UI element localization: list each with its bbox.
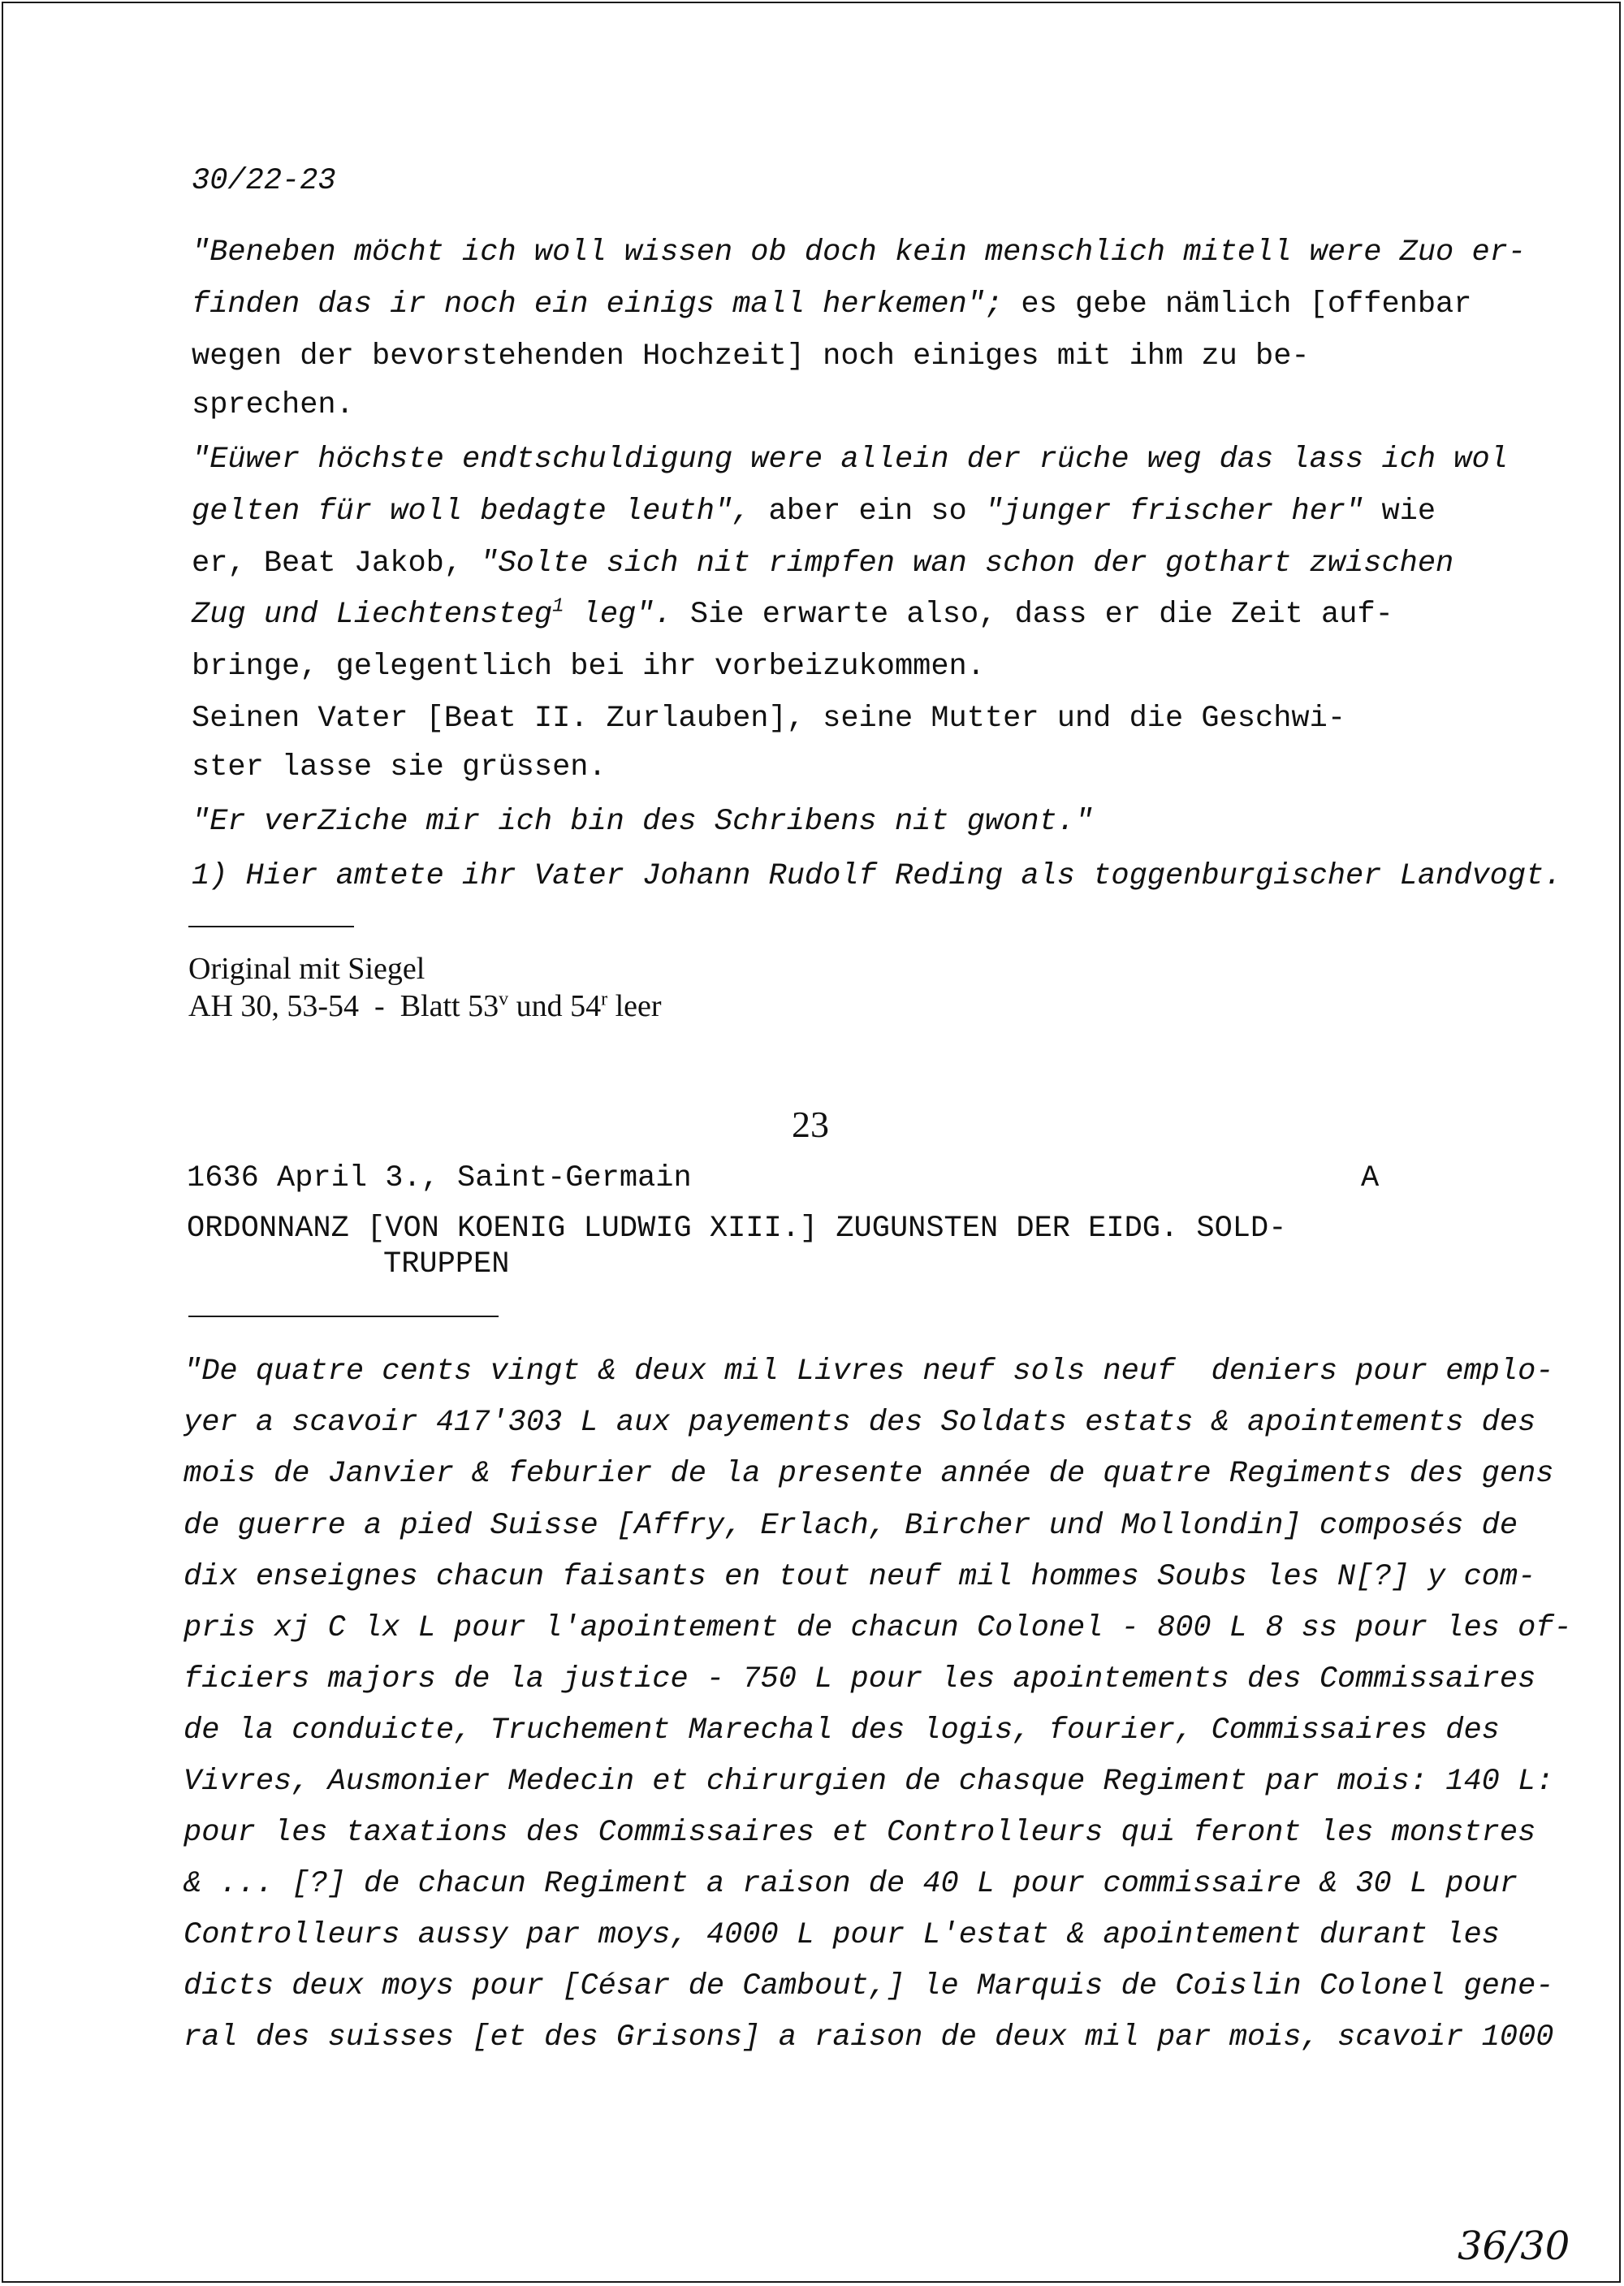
text-run: Zug und Liechtensteg — [192, 598, 553, 632]
footnote-divider — [188, 926, 354, 927]
text-run: es gebe nämlich [offenbar — [1003, 287, 1472, 322]
entry-title: ORDONNANZ [VON KOENIG LUDWIG XIII.] ZUGUNSTEN DER EIDG. SOLD- — [187, 1212, 1287, 1246]
body-line: Controlleurs aussy par moys, 4000 L pour L'estat & apointement durant les — [184, 1918, 1500, 1952]
entry-number: 23 — [792, 1104, 829, 1145]
body-line: mois de Janvier & feburier de la presente année de quatre Regiments des gens — [184, 1457, 1554, 1491]
text-run: "junger frischer her" — [984, 495, 1364, 529]
text-run: sprechen. — [192, 388, 354, 422]
text-run: bringe, gelegentlich bei ihr vorbeizukommen. — [192, 650, 985, 684]
body-line — [192, 596, 1393, 633]
body-line — [192, 493, 1436, 530]
body-line: dicts deux moys pour [César de Cambout,] le Marquis de Coislin Colonel gene- — [184, 1969, 1554, 2003]
text-run: "Solte sich nit rimpfen wan schon der gothart zwischen — [480, 547, 1454, 581]
text-run: er, Beat Jakob, — [192, 547, 481, 581]
body-line: ficiers majors de la justice - 750 L pour les apointements des Commissaires — [184, 1662, 1536, 1696]
text-run: Sie erwarte also, dass er die Zeit auf- — [672, 598, 1393, 632]
body-line: "De quatre cents vingt & deux mil Livres neuf sols neuf deniers pour emplo- — [184, 1355, 1554, 1389]
body-line — [192, 545, 1453, 582]
source-note-archive: AH 30, 53-54 - Blatt 53$^v$ und 54$^r$ leer — [188, 988, 662, 1023]
body-line: de guerre a pied Suisse [Affry, Erlach, Bircher und Mollondin] composés de — [184, 1509, 1518, 1543]
body-line: pour les taxations des Commissaires et Controlleurs qui feront les monstres — [184, 1816, 1536, 1850]
date-place: 1636 April 3., Saint-Germain — [187, 1161, 692, 1195]
body-line — [192, 700, 1345, 737]
body-line — [192, 234, 1526, 271]
body-line — [192, 286, 1471, 323]
source-note-original: Original mit Siegel — [188, 952, 425, 986]
reference-code: 30/22-23 — [192, 164, 336, 198]
text-run: leg". — [564, 598, 672, 632]
text-run: finden das ir noch ein einigs mall herkemen"; — [192, 287, 1004, 322]
body-line: yer a scavoir 417'303 L aux payements des Soldats estats & apointements des — [184, 1406, 1536, 1440]
body-line — [192, 648, 985, 685]
body-line — [192, 338, 1310, 375]
text-run: "Er verZiche mir ich bin des Schribens nit gwont." — [192, 805, 1094, 839]
footnote-marker: 1 — [552, 595, 564, 618]
entry-title-continued: TRUPPEN — [383, 1247, 510, 1281]
footnote — [192, 858, 1561, 895]
text-run: wegen der bevorstehenden Hochzeit] noch einiges mit ihm zu be- — [192, 339, 1310, 374]
body-line: ral des suisses [et des Grisons] a raison de deux mil par mois, scavoir 1000 — [184, 2020, 1554, 2055]
body-line — [192, 441, 1508, 478]
body-line: de la conduicte, Truchement Marechal des logis, fourier, Commissaires des — [184, 1713, 1500, 1748]
text-run: gelten für woll bedagte leuth", — [192, 495, 751, 529]
text-run: wie — [1363, 495, 1436, 529]
body-line: & ... [?] de chacun Regiment a raison de 40 L pour commissaire & 30 L pour — [184, 1867, 1518, 1901]
body-line: Vivres, Ausmonier Medecin et chirurgien de chasque Regiment par mois: 140 L: — [184, 1765, 1554, 1799]
body-line: dix enseignes chacun faisants en tout neuf mil hommes Soubs les N[?] y com- — [184, 1560, 1536, 1594]
body-line — [192, 387, 354, 424]
text-run: Seinen Vater [Beat II. Zurlauben], seine Mutter und die Geschwi- — [192, 702, 1346, 736]
text-run: 1) Hier amtete ihr Vater Johann Rudolf Reding als toggenburgischer Landvogt. — [192, 859, 1562, 893]
title-divider — [188, 1316, 499, 1317]
document-type-code: A — [1361, 1161, 1380, 1195]
text-run: ster lasse sie grüssen. — [192, 750, 607, 784]
body-line: pris xj C lx L pour l'apointement de chacun Colonel - 800 L 8 ss pour les of- — [184, 1611, 1572, 1645]
body-line — [192, 803, 1093, 841]
body-line — [192, 749, 607, 786]
text-run: "Eüwer höchste endtschuldigung were allein der rüche weg das lass ich wol — [192, 443, 1508, 477]
text-run: aber ein so — [750, 495, 985, 529]
handwritten-page-mark: 36/30 — [1458, 2223, 1570, 2269]
text-run: "Beneben möcht ich woll wissen ob doch kein menschlich mitell were Zuo er- — [192, 236, 1527, 270]
